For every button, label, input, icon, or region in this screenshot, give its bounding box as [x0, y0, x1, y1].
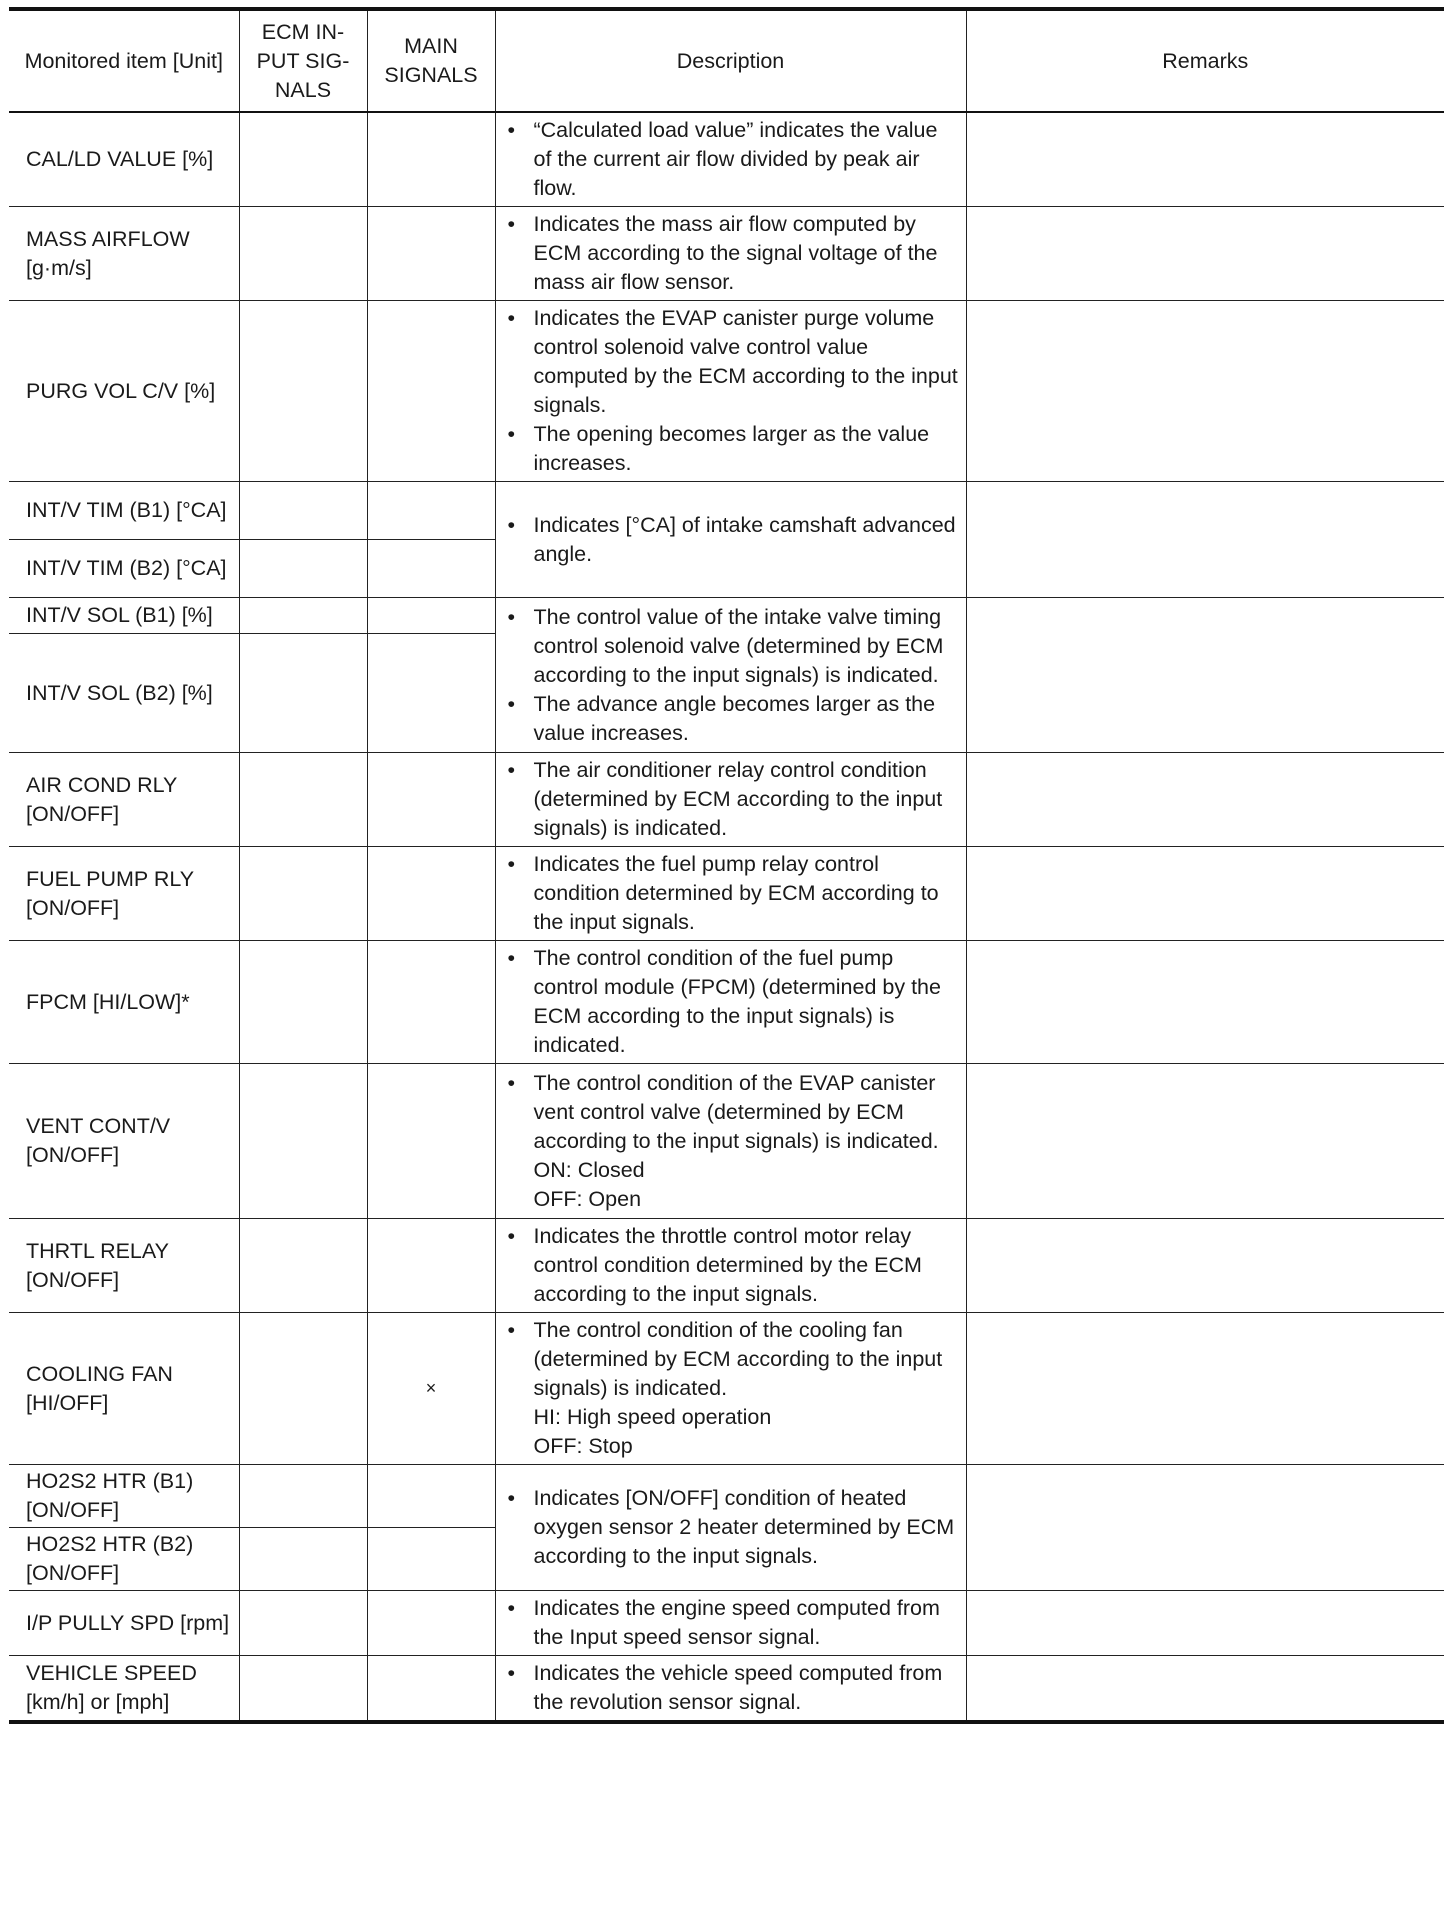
- remarks-cell: [966, 598, 1444, 753]
- remarks-cell: [966, 1313, 1444, 1465]
- remarks-cell: [966, 112, 1444, 207]
- description-cell: [495, 1465, 966, 1591]
- header-description: Description: [495, 9, 966, 112]
- bullet: •: [507, 852, 516, 876]
- main-signal-cell: [367, 634, 495, 753]
- item-cell: FUEL PUMP RLY [ON/OFF]: [9, 847, 239, 941]
- ecm-input-cell: [239, 1656, 367, 1723]
- ecm-input-cell: [239, 207, 367, 301]
- description-text: The air conditioner relay control condition (determined by ECM according to the input signals) is indicated.: [533, 758, 943, 840]
- ecm-input-cell: [239, 1528, 367, 1591]
- header-ecm-input-signals: ECM IN-PUT SIG-NALS: [239, 9, 367, 112]
- header-monitored-item: Monitored item [Unit]: [9, 9, 239, 112]
- ecm-input-cell: [239, 540, 367, 598]
- bullet: •: [507, 1224, 516, 1248]
- main-signal-cell: [367, 482, 495, 540]
- item-cell: AIR COND RLY [ON/OFF]: [9, 753, 239, 847]
- item-cell: INT/V SOL (B1) [%]: [9, 598, 239, 634]
- table-row: [9, 482, 1444, 540]
- state-off-text: OFF: Stop: [533, 1434, 633, 1458]
- remarks-cell: [966, 1656, 1444, 1723]
- bullet: •: [507, 1070, 516, 1095]
- main-signal-cell: [367, 1465, 495, 1528]
- ecm-input-cell: [239, 634, 367, 753]
- main-signal-cell: [367, 847, 495, 941]
- item-cell: INT/V SOL (B2) [%]: [9, 634, 239, 753]
- description-text: Indicates the fuel pump relay control condition determined by ECM according to the input signals.: [533, 852, 939, 934]
- item-cell: INT/V TIM (B2) [°CA]: [9, 540, 239, 598]
- table-row: [9, 207, 1444, 301]
- description-cell: [495, 847, 966, 941]
- description-cell: [495, 1313, 966, 1465]
- table-row: [9, 301, 1444, 482]
- bullet: •: [507, 306, 516, 330]
- remarks-cell: [966, 1219, 1444, 1313]
- description-cell: [495, 753, 966, 847]
- remarks-cell: [966, 753, 1444, 847]
- item-cell: HO2S2 HTR (B2) [ON/OFF]: [9, 1528, 239, 1591]
- state-on-text: ON: Closed: [533, 1157, 645, 1182]
- description-cell: [495, 941, 966, 1064]
- remarks-cell: [966, 482, 1444, 598]
- bullet: •: [507, 1318, 516, 1342]
- main-signal-cell: [367, 1656, 495, 1723]
- ecm-input-cell: [239, 1591, 367, 1656]
- table-row: [9, 112, 1444, 207]
- ecm-input-cell: [239, 112, 367, 207]
- table-row: [9, 598, 1444, 634]
- header-main-signals: MAIN SIGNALS: [367, 9, 495, 112]
- item-cell: VEHICLE SPEED [km/h] or [mph]: [9, 1656, 239, 1723]
- ecm-input-cell: [239, 1064, 367, 1219]
- description-text: The control condition of the cooling fan (determined by ECM according to the input signals) is indicated.: [533, 1318, 943, 1400]
- bullet: •: [507, 1661, 516, 1685]
- item-cell: FPCM [HI/LOW]*: [9, 941, 239, 1064]
- remarks-cell: [966, 847, 1444, 941]
- bullet: •: [507, 118, 516, 142]
- item-cell: THRTL RELAY [ON/OFF]: [9, 1219, 239, 1313]
- description-text: Indicates the EVAP canister purge volume control solenoid valve control value computed by the ECM according to the input signals.: [533, 306, 958, 417]
- item-cell: MASS AIRFLOW [g·m/s]: [9, 207, 239, 301]
- description-text: Indicates the engine speed computed from the Input speed sensor signal.: [533, 1596, 940, 1649]
- ecm-input-cell: [239, 1313, 367, 1465]
- bullet: •: [507, 691, 516, 716]
- table-row: [9, 1219, 1444, 1313]
- main-signal-cell: [367, 598, 495, 634]
- description-text: “Calculated load value” indicates the value of the current air flow divided by peak air flow.: [533, 118, 938, 200]
- ecm-input-cell: [239, 1465, 367, 1528]
- description-cell: [495, 112, 966, 207]
- remarks-cell: [966, 207, 1444, 301]
- ecm-input-cell: [239, 753, 367, 847]
- monitor-item-document: [9, 7, 1444, 1724]
- header-remarks: Remarks: [966, 9, 1444, 112]
- description-text: Indicates [ON/OFF] condition of heated oxygen sensor 2 heater determined by ECM according to the input signals.: [533, 1486, 955, 1568]
- remarks-cell: [966, 1591, 1444, 1656]
- state-hi-text: HI: High speed operation: [533, 1405, 772, 1429]
- remarks-cell: [966, 1465, 1444, 1591]
- ecm-input-cell: [239, 1219, 367, 1313]
- header-row: [9, 9, 1444, 112]
- description-text: Indicates [°CA] of intake camshaft advanced angle.: [533, 512, 956, 566]
- main-signal-cell: [367, 1528, 495, 1591]
- table-row: [9, 1064, 1444, 1219]
- table-row: [9, 1313, 1444, 1465]
- remarks-cell: [966, 301, 1444, 482]
- item-cell: COOLING FAN [HI/OFF]: [9, 1313, 239, 1465]
- ecm-input-cell: [239, 847, 367, 941]
- table-row: [9, 1656, 1444, 1723]
- state-off-text: OFF: Open: [533, 1186, 642, 1211]
- description-text: The control condition of the fuel pump control module (FPCM) (determined by the ECM according to the input signals) is indicated.: [533, 946, 941, 1057]
- item-cell: I/P PULLY SPD [rpm]: [9, 1591, 239, 1656]
- table-row: [9, 847, 1444, 941]
- main-signal-cell: [367, 941, 495, 1064]
- item-cell: INT/V TIM (B1) [°CA]: [9, 482, 239, 540]
- description-text: Indicates the vehicle speed computed from the revolution sensor signal.: [533, 1661, 943, 1714]
- bullet: •: [507, 512, 516, 537]
- main-signal-cell: [367, 1219, 495, 1313]
- description-text: The control condition of the EVAP canister vent control valve (determined by ECM according to the input signals) is indicated.: [533, 1070, 939, 1153]
- main-signal-mark: ×: [367, 1313, 495, 1465]
- bullet: •: [507, 1486, 516, 1510]
- main-signal-cell: [367, 1064, 495, 1219]
- description-cell: [495, 1656, 966, 1723]
- remarks-cell: [966, 1064, 1444, 1219]
- description-cell: [495, 1591, 966, 1656]
- description-cell: [495, 598, 966, 753]
- main-signal-cell: [367, 112, 495, 207]
- table-row: [9, 753, 1444, 847]
- description-cell: [495, 207, 966, 301]
- item-cell: CAL/LD VALUE [%]: [9, 112, 239, 207]
- main-signal-cell: [367, 301, 495, 482]
- ecm-input-cell: [239, 301, 367, 482]
- monitor-item-table: [9, 7, 1444, 1724]
- description-text: Indicates the throttle control motor relay control condition determined by the ECM according to the input signals.: [533, 1224, 922, 1306]
- table-row: [9, 1465, 1444, 1528]
- description-cell: [495, 1219, 966, 1313]
- remarks-cell: [966, 941, 1444, 1064]
- bullet: •: [507, 604, 516, 629]
- main-signal-cell: [367, 753, 495, 847]
- table-row: [9, 1591, 1444, 1656]
- item-cell: HO2S2 HTR (B1) [ON/OFF]: [9, 1465, 239, 1528]
- main-signal-cell: [367, 207, 495, 301]
- description-text: The opening becomes larger as the value increases.: [533, 422, 930, 475]
- description-cell: [495, 1064, 966, 1219]
- main-signal-cell: [367, 1591, 495, 1656]
- main-signal-cell: [367, 540, 495, 598]
- bullet: •: [507, 758, 516, 782]
- description-text: The control value of the intake valve timing control solenoid valve (determined by ECM according to the input signals) is indicated.: [533, 604, 944, 687]
- table-row: [9, 941, 1444, 1064]
- description-text: The advance angle becomes larger as the value increases.: [533, 691, 936, 745]
- ecm-input-cell: [239, 941, 367, 1064]
- description-cell: [495, 482, 966, 598]
- bullet: •: [507, 1596, 516, 1620]
- bullet: •: [507, 946, 516, 970]
- item-cell: VENT CONT/V [ON/OFF]: [9, 1064, 239, 1219]
- ecm-input-cell: [239, 598, 367, 634]
- bullet: •: [507, 422, 516, 446]
- item-cell: PURG VOL C/V [%]: [9, 301, 239, 482]
- bullet: •: [507, 212, 516, 236]
- description-cell: [495, 301, 966, 482]
- description-text: Indicates the mass air flow computed by ECM according to the signal voltage of the mass air flow sensor.: [533, 212, 938, 294]
- ecm-input-cell: [239, 482, 367, 540]
